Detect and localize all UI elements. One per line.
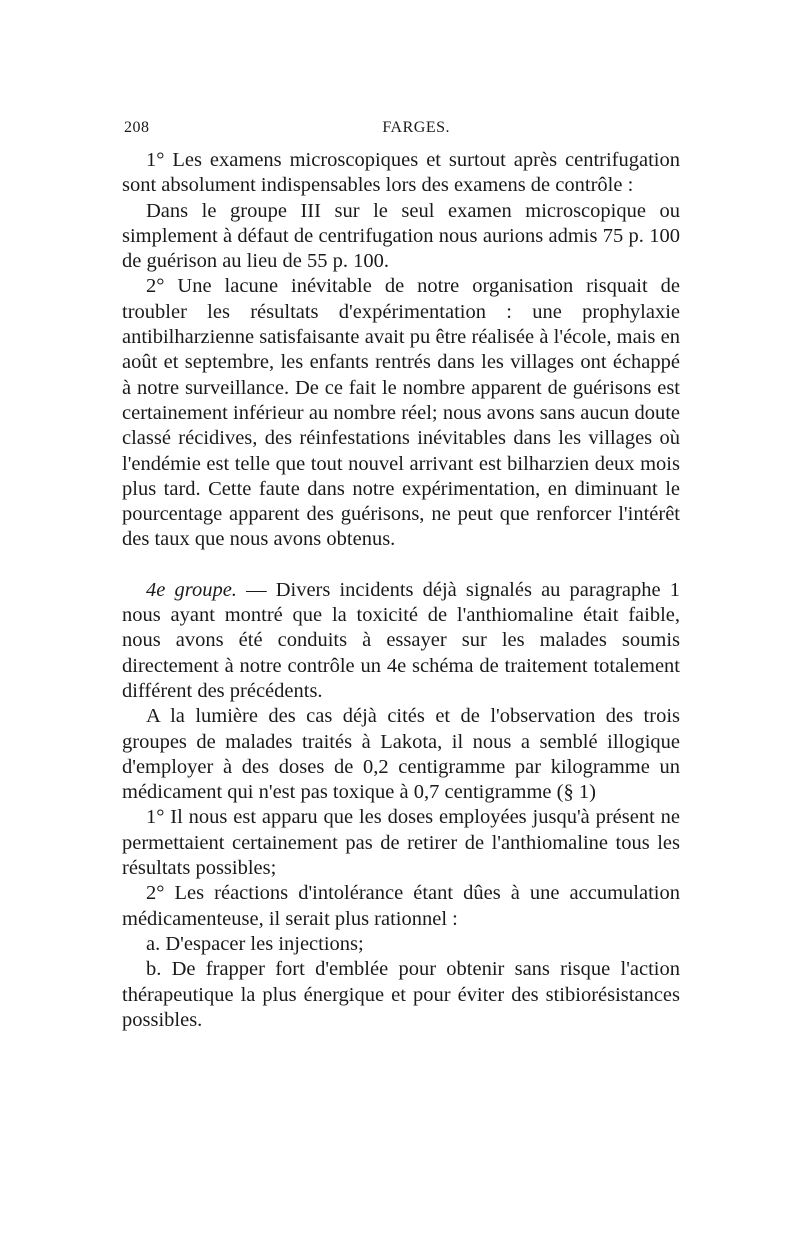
paragraph-5: A la lumière des cas déjà cités et de l'observation des trois groupes de malades traités à Lakota, il nous a semblé illogique d'employer à des doses de 0,2 centigramme par kilogramme un médicament qui n'est pas toxique à 0,7 centigramme (§ 1) (122, 705, 680, 804)
paragraph-1: 1° Les examens microscopiques et surtout après centrifugation sont absolument indispensables lors des examens de contrôle : (122, 149, 680, 197)
running-head: FARGES. (382, 119, 450, 136)
document-page (122, 118, 680, 1033)
paragraph-2: Dans le groupe III sur le seul examen microscopique ou simplement à défaut de centrifugation nous aurions admis 75 p. 100 de guérison au lieu de 55 p. 100. (122, 199, 680, 273)
page-number: 208 (124, 119, 150, 136)
section-gap (122, 553, 680, 578)
section-paragraph (122, 578, 680, 704)
paragraph-6: 1° Il nous est apparu que les doses employées jusqu'à présent ne permettaient certainement pas de retirer de l'anthiomaline tous les résultats possibles; (122, 806, 680, 880)
section-heading: 4e groupe. (146, 578, 237, 601)
section-first-paragraph: — Divers incidents déjà signalés au paragraphe 1 nous ayant montré que la toxicité de l'anthiomaline était faible, nous avons été conduits à essayer sur les malades soumis directement à notre contrôle un 4e schéma de traitement totalement différent des précédents. (122, 578, 680, 702)
paragraph-9: b. De frapper fort d'emblée pour obtenir sans risque l'action thérapeutique la plus énergique et pour éviter des stibiorésistances possibles. (122, 958, 680, 1031)
paragraph-8: a. D'espacer les injections; (146, 932, 364, 955)
paragraph-3: 2° Une lacune inévitable de notre organisation risquait de troubler les résultats d'expérimentation : une prophylaxie antibilharzienne satisfaisante avait pu être réalisée à l'école, mais en août et septembre, les enfants rentrés dans les villages ont échappé à notre surveillance. De ce fait le nombre apparent de guérisons est certainement inférieur au nombre réel; nous avons sans aucun doute classé récidives, des réinfestations inévitables dans les villages où l'endémie est telle que tout nouvel arrivant est bilharzien deux mois plus tard. Cette faute dans notre expérimentation, en diminuant le pourcentage apparent des guérisons, ne peut que renforcer l'intérêt des taux que nous avons obtenus. (122, 275, 680, 551)
paragraph-7: 2° Les réactions d'intolérance étant dûes à une accumulation médicamenteuse, il serait plus rationnel : (122, 882, 680, 930)
page-header (122, 118, 680, 138)
